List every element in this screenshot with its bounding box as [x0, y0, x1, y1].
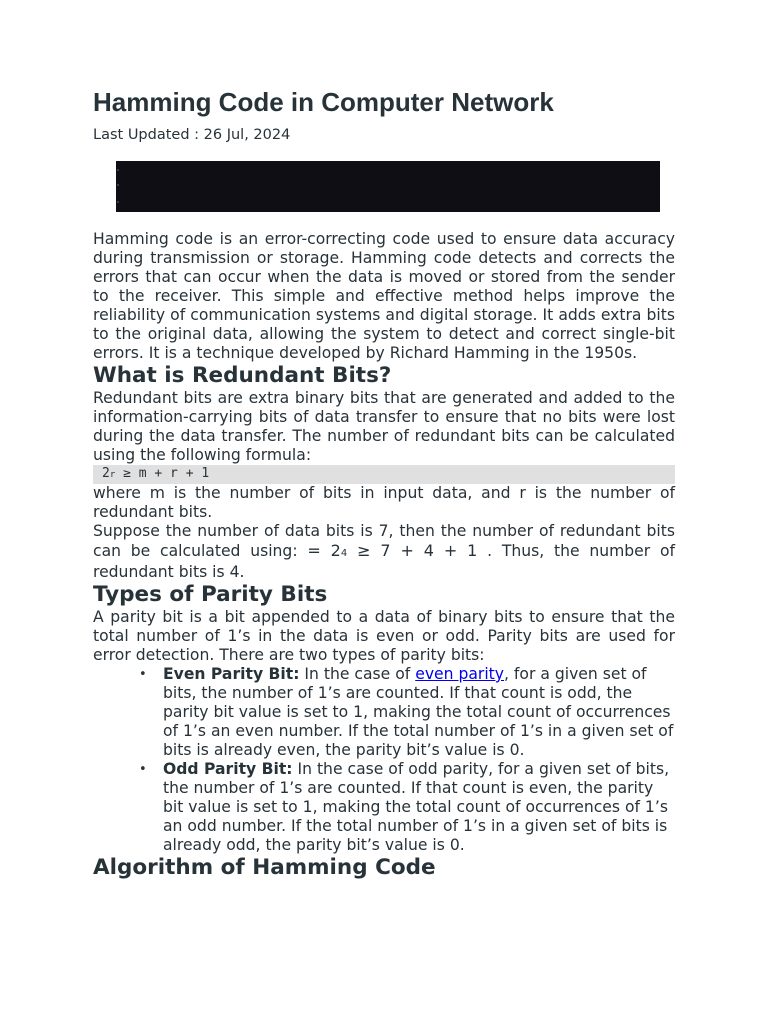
list-item-even-parity	[163, 665, 675, 760]
formula-base: 2	[102, 466, 110, 481]
example-math-exponent: 4	[340, 548, 348, 559]
page-title: Hamming Code in Computer Network	[93, 87, 554, 117]
redundant-paragraph: Redundant bits are extra binary bits that are generated and added to the information-carrying bits of data transfer to ensure that no bits were lost during the data transfer. The number of redundant bits can be calculated using the following formula:	[93, 389, 675, 464]
even-parity-text-pre: In the case of	[299, 665, 416, 683]
intro-paragraph: Hamming code is an error-correcting code used to ensure data accuracy during transmission or storage. Hamming code detects and corrects the errors that can occur when the data is moved or stored from the sender to the receiver. This simple and effective method helps improve the reliability of communication systems and digital storage. It adds extra bits to the original data, allowing the system to detect and correct single-bit errors. It is a technique developed by Richard Hamming in the 1950s.	[93, 230, 675, 362]
formula-block	[93, 465, 675, 484]
video-embed[interactable]	[116, 161, 660, 212]
example-math-lead: = 2	[307, 541, 341, 560]
formula-rest: ≥ m + r + 1	[115, 466, 210, 481]
example-text: Suppose the number of data bits is 7, then the number of redundant bits can be calculated using:	[93, 522, 675, 560]
odd-parity-text: In the case of odd parity, for a given set of bits, the number of 1’s are counted. If that count is even, the parity bit value is set to 1, making the total count of occurrences of 1’s an odd number. If the total number of 1’s in a given set of bits is already odd, the parity bit’s value is 0.	[163, 760, 670, 854]
list-item-odd-parity	[163, 760, 675, 855]
even-parity-text: , for a given set of bits, the number of 1’s are counted. If that count is odd, the parity bit value is set to 1, making the total count of occurrences of 1’s an even number. If the total number of 1’s in a given set of bits is already even, the parity bit’s value is 0.	[163, 665, 674, 759]
parity-intro: A parity bit is a bit appended to a data of binary bits to ensure that the total number of 1’s in the data is even or odd. Parity bits are used for error detection. There are two types of parity bits:	[93, 608, 675, 664]
heading-parity-bits: Types of Parity Bits	[93, 582, 328, 607]
example-conclusion: . Thus, the number of redundant bits is 4.	[93, 542, 675, 581]
parity-list	[93, 665, 675, 855]
example-paragraph	[93, 522, 675, 582]
formula-exponent: r	[109, 470, 116, 480]
article-body	[93, 230, 675, 881]
heading-algorithm: Algorithm of Hamming Code	[93, 855, 436, 880]
formula-explanation: where m is the number of bits in input data, and r is the number of redundant bits.	[93, 484, 675, 521]
banner-dot	[117, 184, 119, 186]
even-parity-label: Even Parity Bit:	[163, 665, 300, 683]
example-math-rest: ≥ 7 + 4 + 1	[347, 541, 478, 560]
even-parity-link[interactable]: even parity	[415, 665, 505, 683]
banner-dot	[117, 169, 119, 171]
heading-redundant-bits: What is Redundant Bits?	[93, 363, 392, 388]
banner-dot	[117, 201, 119, 203]
odd-parity-label: Odd Parity Bit:	[163, 760, 293, 778]
last-updated: Last Updated : 26 Jul, 2024	[93, 127, 291, 143]
